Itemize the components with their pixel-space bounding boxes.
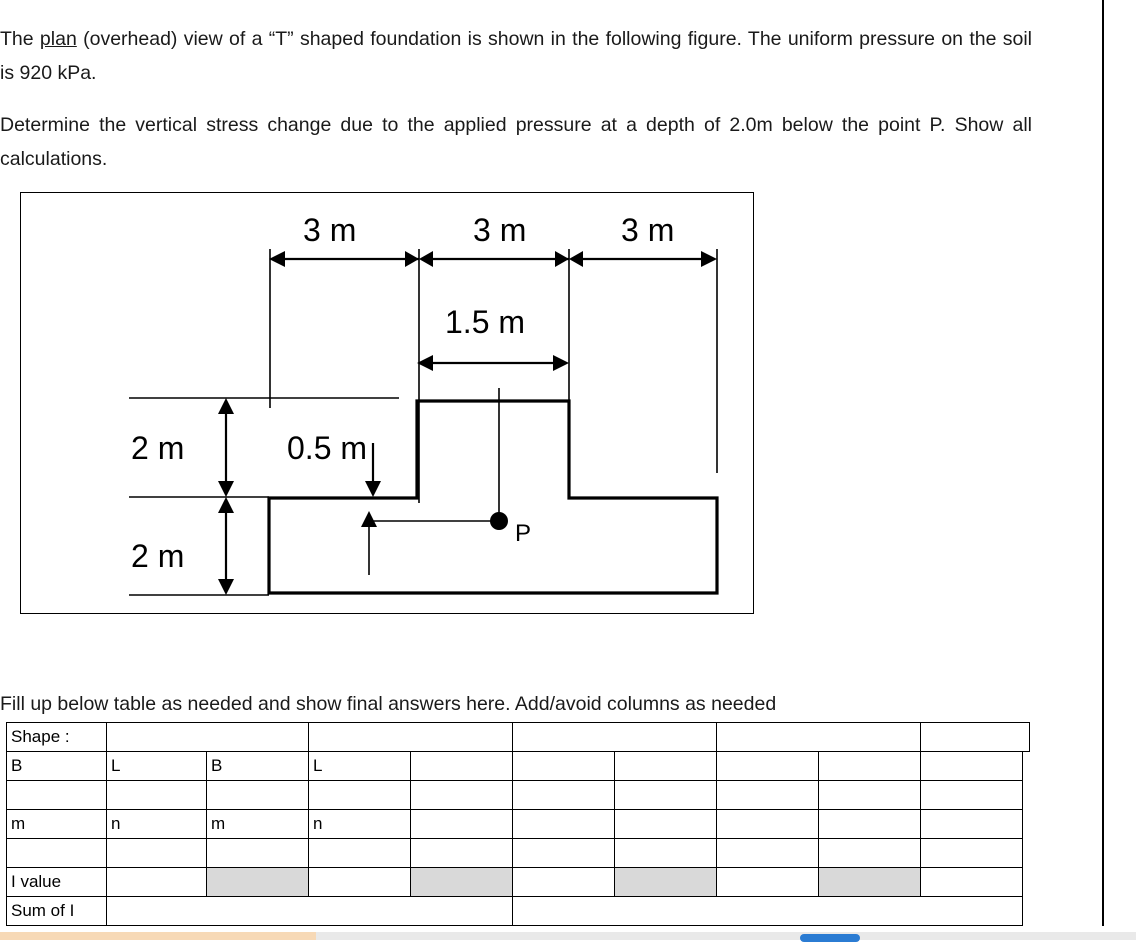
paragraph1-before: The (0, 27, 40, 50)
table-cell-empty[interactable] (615, 868, 717, 897)
answer-table-body (7, 723, 1030, 926)
table-cell-empty[interactable] (819, 868, 921, 897)
table-cell-empty[interactable] (7, 781, 107, 810)
table-cell-labeled[interactable]: n (107, 810, 207, 839)
table-cell-empty[interactable] (411, 752, 513, 781)
answer-table[interactable] (6, 722, 1030, 926)
table-cell-empty[interactable] (309, 839, 411, 868)
table-cell-labeled[interactable]: m (7, 810, 107, 839)
table-cell-empty[interactable] (921, 723, 1030, 752)
table-cell-empty[interactable] (615, 810, 717, 839)
label-top-left: 3 m (303, 212, 357, 248)
table-cell-empty[interactable] (615, 752, 717, 781)
table-cell-empty[interactable] (717, 839, 819, 868)
table-cell-empty[interactable] (107, 839, 207, 868)
table-cell-empty[interactable] (819, 752, 921, 781)
table-instruction-caption: Fill up below table as needed and show final answers here. Add/avoid columns as needed (0, 692, 777, 715)
paragraph1-underlined-word: plan (39, 27, 77, 50)
table-cell-empty[interactable] (513, 752, 615, 781)
bottom-strip-left-band (0, 932, 316, 940)
table-cell-empty[interactable] (921, 868, 1023, 897)
table-cell-empty[interactable] (717, 810, 819, 839)
label-left-lower: 2 m (131, 538, 185, 574)
table-row (7, 752, 1030, 781)
table-cell-empty[interactable] (921, 752, 1023, 781)
table-cell-labeled[interactable]: B (207, 752, 309, 781)
table-cell-empty[interactable] (921, 810, 1023, 839)
table-cell-empty[interactable] (309, 868, 411, 897)
table-cell-labeled[interactable]: L (107, 752, 207, 781)
browser-bottom-strip (0, 930, 1136, 940)
problem-statement-paragraph-1 (0, 22, 1032, 90)
table-cell-empty[interactable] (513, 723, 717, 752)
table-cell-empty[interactable] (309, 723, 513, 752)
point-p-marker (490, 512, 508, 530)
table-row (7, 868, 1030, 897)
table-row (7, 723, 1030, 752)
table-cell-empty[interactable] (819, 781, 921, 810)
table-cell-empty[interactable] (107, 723, 309, 752)
table-cell-empty[interactable] (309, 781, 411, 810)
page-right-border (1102, 0, 1104, 926)
table-cell-labeled[interactable]: Sum of I (7, 897, 107, 926)
label-stem-width: 1.5 m (445, 304, 526, 340)
table-cell-empty[interactable] (207, 781, 309, 810)
table-cell-labeled[interactable]: m (207, 810, 309, 839)
table-cell-empty[interactable] (921, 781, 1023, 810)
bottom-strip-blue-pill (800, 934, 860, 942)
table-cell-empty[interactable] (107, 868, 207, 897)
label-inner-offset: 0.5 m (287, 430, 368, 466)
table-cell-labeled[interactable]: Shape : (7, 723, 107, 752)
paragraph1-after: (overhead) view of a “T” shaped foundation is shown in the following figure. The uniform pressure on the soil is 920 kPa. (0, 27, 1032, 84)
table-cell-empty[interactable] (207, 839, 309, 868)
table-cell-empty[interactable] (411, 810, 513, 839)
table-cell-empty[interactable] (717, 868, 819, 897)
table-cell-empty[interactable] (411, 839, 513, 868)
table-cell-empty[interactable] (513, 810, 615, 839)
foundation-plan-diagram (21, 193, 751, 611)
table-cell-empty[interactable] (819, 810, 921, 839)
label-left-upper: 2 m (131, 430, 185, 466)
dim-arrowhead-inner-offset (365, 481, 381, 497)
table-cell-empty[interactable] (411, 781, 513, 810)
table-cell-labeled[interactable]: L (309, 752, 411, 781)
problem-statement-paragraph-2: Determine the vertical stress change due to the applied pressure at a depth of 2.0m below the point P. Show all calculations. (0, 113, 1032, 170)
table-cell-empty[interactable] (717, 723, 921, 752)
table-row (7, 810, 1030, 839)
table-cell-empty[interactable] (513, 839, 615, 868)
foundation-figure (20, 192, 754, 614)
label-top-middle: 3 m (473, 212, 527, 248)
p-leader-arrowhead (361, 511, 377, 527)
table-cell-empty[interactable] (107, 897, 513, 926)
table-cell-empty[interactable] (7, 839, 107, 868)
table-cell-labeled[interactable]: B (7, 752, 107, 781)
table-cell-empty[interactable] (717, 752, 819, 781)
table-cell-empty[interactable] (411, 868, 513, 897)
table-cell-empty[interactable] (207, 868, 309, 897)
bottom-strip-right-band (316, 932, 1136, 940)
table-cell-empty[interactable] (513, 868, 615, 897)
label-point-p: P (515, 520, 532, 547)
table-cell-empty[interactable] (921, 839, 1023, 868)
table-cell-empty[interactable] (513, 897, 1023, 926)
table-cell-empty[interactable] (513, 781, 615, 810)
table-cell-empty[interactable] (615, 839, 717, 868)
table-row (7, 897, 1030, 926)
table-row (7, 781, 1030, 810)
table-cell-empty[interactable] (819, 839, 921, 868)
table-cell-empty[interactable] (107, 781, 207, 810)
label-top-right: 3 m (621, 212, 675, 248)
answer-table-wrapper (6, 722, 1030, 926)
table-cell-empty[interactable] (615, 781, 717, 810)
table-row (7, 839, 1030, 868)
table-cell-empty[interactable] (717, 781, 819, 810)
table-cell-labeled[interactable]: I value (7, 868, 107, 897)
table-cell-labeled[interactable]: n (309, 810, 411, 839)
